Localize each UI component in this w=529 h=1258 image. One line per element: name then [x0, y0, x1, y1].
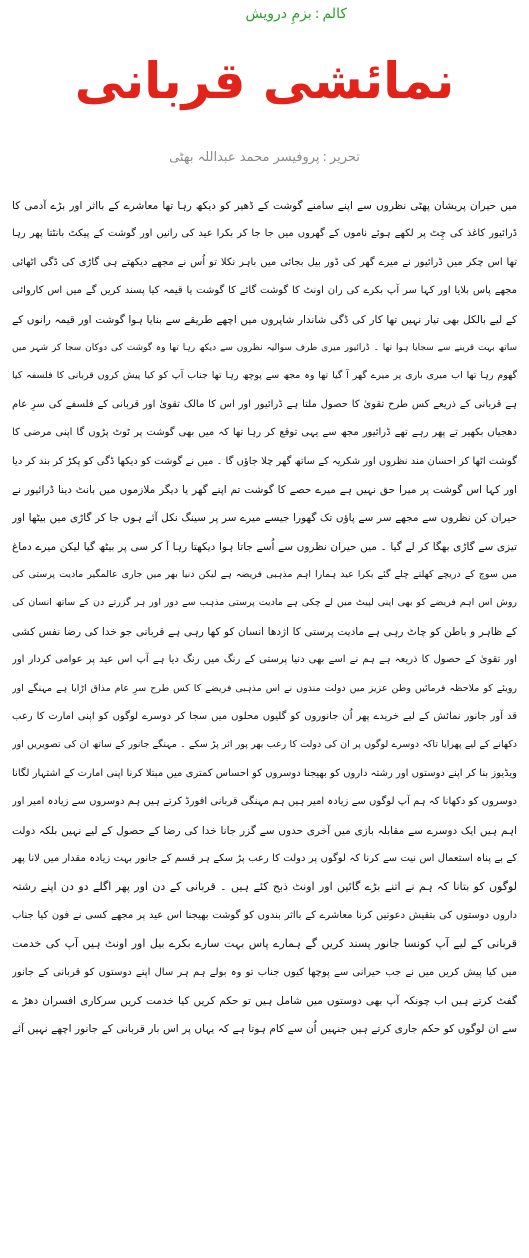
- article-line: سے ان لوگوں کو حکم جاری کرتے ہیں جنہیں اُن سے کام ہوتا ہے کہ یہاں پر اس بار قربانی کے جانور اچھے نہیں آئے: [12, 1023, 517, 1036]
- column-separator: :: [314, 6, 320, 22]
- byline-label: تحریر: [329, 150, 360, 165]
- article-line: مجھے پاس بلایا اور کہا سر آپ بکرے کی ران اونٹ کا گوشت گائے کا گوشت یا قیمہ کیا پسند کریں گے میں اس کاروائی: [12, 285, 517, 297]
- column-name: بزمِ درویش: [245, 6, 312, 22]
- article-line: تھا اس چکر میں ڈرائیور نے میرے گھر کی ڈور بیل بجائی میں باہر نکلا تو اُس نے مجھے دیکھتے ہی گاڑی کی ڈگی اٹھائی: [12, 256, 517, 268]
- article-line: گوشت اٹھا کر احسان مند نظروں اور شکریہ کے ساتھ گھر چلا جاؤں گا ۔ میں نے گوشت کو دیکھا ڈگی کو پکڑ کر بند کر دیا: [12, 455, 517, 467]
- article-line: گفٹ کرتے ہیں اب چونکہ آپ بھی دوستوں میں شامل ہیں تو حکم کریں کیا خدمت کریں سرکاری افسران دھڑ ے: [12, 994, 517, 1007]
- article-line: دکھانے کے لیے پھرایا تاکہ دوسرے لوگوں پر ان کی دولت کا رعب بھر پور اثر پڑ سکے ۔ مہنگے جانور کے ساتھ ان کی تصویریں اور: [12, 739, 517, 751]
- article-line: رویئے کو ملاحظہ فرمائیں وطن عزیز میں دولت مندوں نے اس مذہبی فریضے کا کس طرح سرِ عام مذاق اڑایا ہے مہنگے اور: [12, 682, 517, 694]
- article-line: میں سوچ کے دریچے کھلتے چلے گئے بکرا عید ہمارا اہم مذہبی فریضہ ہے لیکن دنیا بھر میں جاری عالمگیر مادیت پرستی کی: [12, 569, 517, 581]
- article-line: اور تقویٰ کے حصول کا ذریعہ ہے ہم نے اسے بھی دنیا پرستی کے رنگ میں رنگ دیا ہے آپ اس عید پر عوامی کردار اور: [12, 654, 517, 666]
- article-line: گھوم رہا تھا اب میری باری پر میرے گھر آ گیا تھا وہ مجھ سے پوچھ رہا تھا جناب آپ کو کیا پیش کروں قربانی کا فلسفہ کیا: [12, 370, 517, 382]
- article-line: اہم ہیں ایک دوسرے سے مقابلہ بازی میں آخری حدوں سے گزر جانا خدا کی رضا کے حصول کے لیے نہیں بلکہ دولت: [12, 824, 517, 837]
- byline-separator: :: [322, 150, 327, 165]
- article-line: ساتھ بہت قرینے سے سجایا ہوا تھا ۔ ڈرائیور میری طرف سوالیہ نظروں سے دیکھ رہا تھا وہ گوشت کی دوکان سجا کر شہر میں: [12, 342, 517, 353]
- article-line: میں حیران پریشان پھٹی نظروں سے اپنے سامنے گوشت کے ڈھیر کو دیکھ رہا تھا معاشرے کے بااثر اور بڑے آدمی کا: [12, 200, 517, 212]
- article-line: ویڈیوز بنا کر اپنے دوستوں اور رشتہ داروں کو بھیجنا دوسروں کو احساس کمتری میں مبتلا کرنا اپنی امارت کے اشتہار لگانا: [12, 767, 517, 779]
- article-line: حیران کن نظروں سے مجھے سر سے پاؤں تک گھورا جیسے میرے سر پر سینگ نکل آئے ہوں جا کر گاڑی میں بیٹھا اور: [12, 512, 517, 525]
- article-line: قد آور جانور نمائش کے لیے خریدے پھر اُن جانوروں کو گلیوں محلوں میں سجا کر دوسرے لوگوں کو اپنی امارت کا رعب: [12, 711, 517, 723]
- article-line: ڈرائیور کاغذ کی چِٹ پر لکھے ہوئے ناموں کے گھروں میں جا جا کر بکرا عید کی رانیں اور گوشت کے پیکٹ بانٹتا پھر رہا: [12, 228, 517, 240]
- article-headline: نمائشی قربانی: [74, 52, 455, 110]
- article-line: داروں دوستوں کی بتقیش دعوتیں کرنا معاشرے کے بااثر بندوں کو گوشت بھیجنا اس عید پر مجھے کسی نے فون کیا جناب: [12, 909, 517, 921]
- article-line: میں کیا پیش کریں میں نے جب حیرانی سے پوچھا کیوں جناب تو وہ بولے ہم ہر سال اپنے دوستوں کو قربانی کے جانور: [12, 966, 517, 978]
- article-line: دھجیاں بکھیر تے پھر رہے تھے ڈرائیور مجھ سے یہی توقع کر رہا تھا کہ میں بھی گوشت پر ٹوٹ پڑوں گا اپنی مرضی کا: [12, 427, 517, 439]
- article-line: قربانی کے لیے آپ کونسا جانور پسند کریں گے ہمارے پاس بہت سارے بکرے بیل اور اونٹ ہیں آپ کی خدمت: [12, 937, 517, 951]
- article-line: کے بے پناہ استعمال اس نیت سے کرنا کہ لوگوں پر دولت کا رعب پڑ سکے ہر قسم کے جانور بہت زیادہ مقدار میں لانا پھر: [12, 852, 517, 864]
- article-line: دوسروں کو دکھانا کہ ہم آپ لوگوں سے زیادہ امیر ہیں ہم مہنگی قربانی افورڈ کرتے ہیں ہم دوسروں سے زیادہ امیر اور: [12, 796, 517, 808]
- article-line: روش اس اہم فریضے کو بھی اپنی لپیٹ میں لے چکی ہے مادیت پرستی مذہب سے دور اور ہر گزرتے دن کے ساتھ انسان کی: [12, 597, 517, 609]
- article-line: ہے قربانی کے ذریعے کس طرح تقویٰ کا حصول ملتا ہے ڈرائیور اور اس کا مالک تقویٰ اور قربانی کے فلسفے کی سرِ عام: [12, 398, 517, 410]
- article-line: لوگوں کو بتانا کہ ہم نے اتنے بڑے گائیں اور اونٹ ذبح کئے ہیں ۔ قربانی کے دن اور پھر اگلے دو دن اپنے رشتہ: [12, 880, 517, 894]
- column-label: کالم: [322, 6, 347, 22]
- article-body: [12, 192, 517, 1044]
- article-line: اور کہا اس گوشت پر میرا حق نہیں ہے میرے حصے کا گوشت تم اپنے گھر یا دیگر ملازموں میں بانٹ دینا ڈرائیور نے: [12, 483, 517, 496]
- article-line: تیزی سے گاڑی بھگا کر لے گیا ۔ میں حیران نظروں سے اُسے جاتا ہوا دیکھتا رہا آ کر سی پر بیٹھ گیا لیکن میرے دماغ: [12, 540, 517, 553]
- article-line: کے ظاہر و باطن کو چاٹ رہی ہے مادیت پرستی کا اژدھا انسان کو کھا رہی ہے قربانی جو خدا کی رضا نفس کشی: [12, 625, 517, 638]
- byline: [0, 150, 529, 165]
- column-tag: [246, 6, 347, 22]
- article-line: کے لیے بالکل بھی تیار نہیں تھا کار کی ڈگی شاندار شاپروں میں اچھے طریقے سے بنایا ہوا گوشت اور قیمہ رانوں کے: [12, 313, 517, 326]
- author-name: پروفیسر محمد عبداللہ بھٹی: [169, 150, 320, 165]
